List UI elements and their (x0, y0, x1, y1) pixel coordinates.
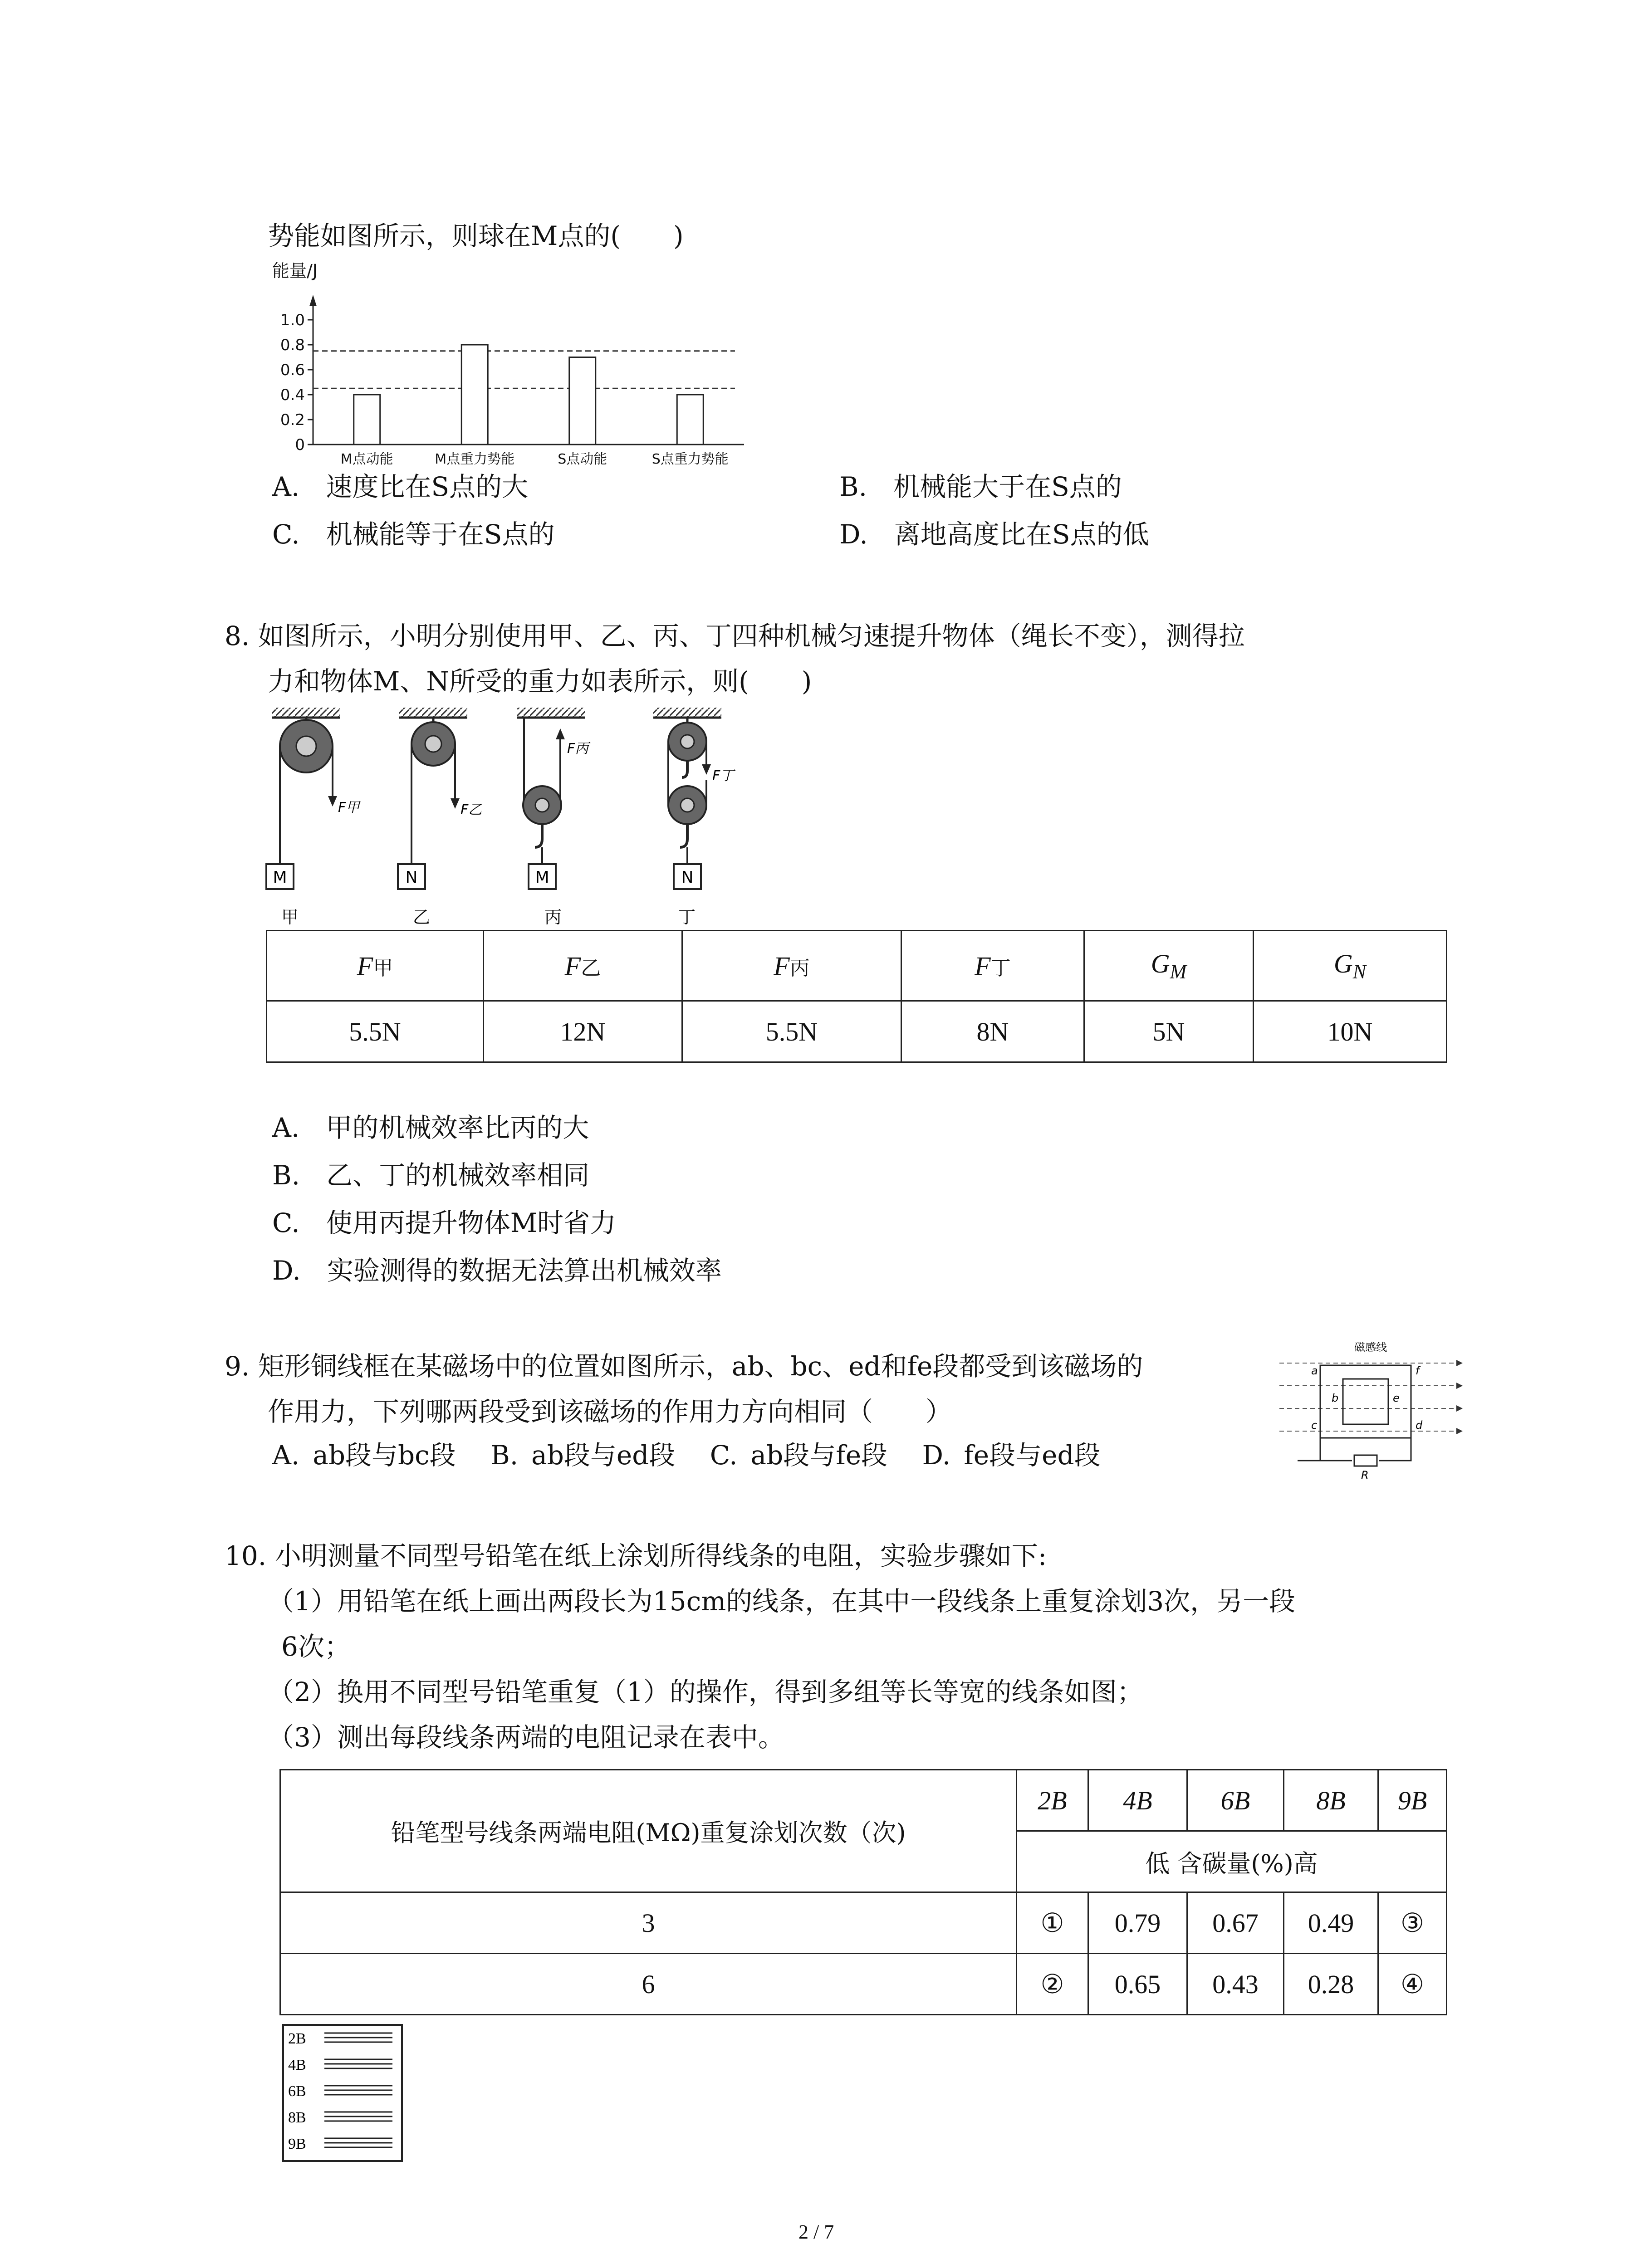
chart-bar (569, 357, 596, 445)
svg-text:N: N (681, 868, 694, 887)
chart-bar (354, 395, 380, 445)
svg-text:f: f (1416, 1364, 1420, 1377)
magnetic-field-figure (1275, 1338, 1465, 1492)
energy-bar-chart (254, 254, 753, 472)
svg-text:6B: 6B (288, 2083, 306, 2100)
chart-bar (677, 395, 703, 445)
pulley-yi (398, 708, 482, 927)
q10-step3: （3）测出每段线条两端的电阻记录在表中。 (268, 1722, 784, 1753)
svg-text:e: e (1393, 1392, 1400, 1404)
svg-text:乙: 乙 (413, 907, 431, 927)
pulley-jia (266, 708, 361, 927)
chart-category-label: M点重力势能 (435, 451, 515, 467)
q8-line1: 8. 如图所示，小明分别使用甲、乙、丙、丁四种机械匀速提升物体（绳长不变），测得拉 (225, 621, 1245, 651)
chart-ytick-label: 1.0 (280, 311, 305, 329)
q8-option-d: D. 实验测得的数据无法算出机械效率 (272, 1255, 722, 1286)
svg-text:F乙: F乙 (460, 802, 482, 818)
chart-ylabel: 能量/J (272, 261, 318, 281)
q8-line2: 力和物体M、N所受的重力如表所示，则( ) (268, 666, 812, 697)
q7-option-d: D. 离地高度比在S点的低 (839, 519, 1149, 550)
svg-text:N: N (405, 868, 418, 887)
q10-step2: （2）换用不同型号铅笔重复（1）的操作，得到多组等长等宽的线条如图； (268, 1677, 1143, 1707)
chart-ytick-label: 0.6 (280, 361, 305, 379)
q7-option-b: B. 机械能大于在S点的 (839, 471, 1122, 502)
chart-y-arrow (309, 295, 317, 306)
chart-category-label: S点重力势能 (652, 451, 729, 467)
svg-text:F甲: F甲 (338, 800, 360, 816)
svg-text:a: a (1311, 1364, 1318, 1377)
svg-text:甲: 甲 (281, 907, 299, 927)
svg-text:c: c (1311, 1419, 1318, 1432)
svg-text:9B: 9B (288, 2136, 306, 2152)
table-row: 低 含碳量(%)高 (280, 1831, 1447, 1892)
chart-ytick-label: 0.2 (280, 411, 305, 429)
svg-text:M: M (273, 868, 287, 887)
svg-text:磁感线: 磁感线 (1354, 1341, 1387, 1354)
table-row: 6 ② 0.65 0.43 0.28 ④ (280, 1954, 1447, 2015)
chart-bar (461, 345, 488, 445)
table-row: 铅笔型号线条两端电阻(MΩ)重复涂划次数（次) 2B 4B 6B 8B 9B (280, 1770, 1447, 1831)
q7-stem: 势能如图所示，则球在M点的( ) (268, 220, 684, 251)
svg-text:F丙: F丙 (567, 741, 589, 757)
q9-line1: 9. 矩形铜线框在某磁场中的位置如图所示，ab、bc、ed和fe段都受到该磁场的 (225, 1351, 1143, 1382)
svg-text:b: b (1332, 1392, 1339, 1404)
svg-text:F丁: F丁 (712, 768, 734, 784)
page-number: 2 / 7 (798, 2221, 834, 2243)
q10-step1a: （1）用铅笔在纸上画出两段长为15cm的线条，在其中一段线条上重复涂划3次，另一段 (268, 1586, 1296, 1617)
svg-text:M: M (535, 868, 549, 887)
svg-text:8B: 8B (288, 2109, 306, 2126)
pulley-figure (263, 703, 771, 930)
q10-line1: 10. 小明测量不同型号铅笔在纸上涂划所得线条的电阻，实验步骤如下: (225, 1540, 1047, 1571)
table-row: 3 ① 0.79 0.67 0.49 ③ (280, 1892, 1447, 1954)
svg-text:丁: 丁 (678, 907, 696, 927)
svg-text:2B: 2B (288, 2030, 306, 2047)
pulley-ding (653, 708, 735, 927)
chart-ytick-label: 0.8 (280, 336, 305, 354)
pulley-bing (517, 708, 591, 927)
pencil-lines-figure (281, 2023, 404, 2164)
chart-ytick-label: 0.4 (280, 386, 305, 404)
q10-resistance-table (279, 1769, 1447, 2015)
chart-category-label: S点动能 (558, 451, 607, 467)
q9-options: A. ab段与bc段 B. ab段与ed段 C. ab段与fe段 D. fe段与ed段 (272, 1440, 1101, 1471)
q8-option-c: C. 使用丙提升物体M时省力 (272, 1207, 617, 1238)
svg-text:丙: 丙 (544, 907, 562, 927)
q8-force-table (266, 930, 1447, 1063)
svg-text:R: R (1361, 1469, 1369, 1481)
table-row: F甲 F乙 F丙 F丁 $G_M$ $G_N$ (267, 931, 1447, 1001)
q7-option-c: C. 机械能等于在S点的 (272, 519, 555, 550)
svg-text:d: d (1416, 1419, 1423, 1432)
q10-step1b: 6次； (281, 1631, 351, 1662)
chart-category-label: M点动能 (340, 451, 393, 467)
q9-line2: 作用力，下列哪两段受到该磁场的作用力方向相同（ ） (268, 1396, 952, 1427)
table-row: 5.5N 12N 5.5N 8N 5N 10N (267, 1001, 1447, 1062)
chart-ytick-label: 0 (295, 436, 305, 454)
q7-option-a: A. 速度比在S点的大 (272, 471, 529, 502)
q8-option-a: A. 甲的机械效率比丙的大 (272, 1112, 589, 1143)
svg-text:4B: 4B (288, 2057, 306, 2073)
q8-option-b: B. 乙、丁的机械效率相同 (272, 1160, 590, 1191)
